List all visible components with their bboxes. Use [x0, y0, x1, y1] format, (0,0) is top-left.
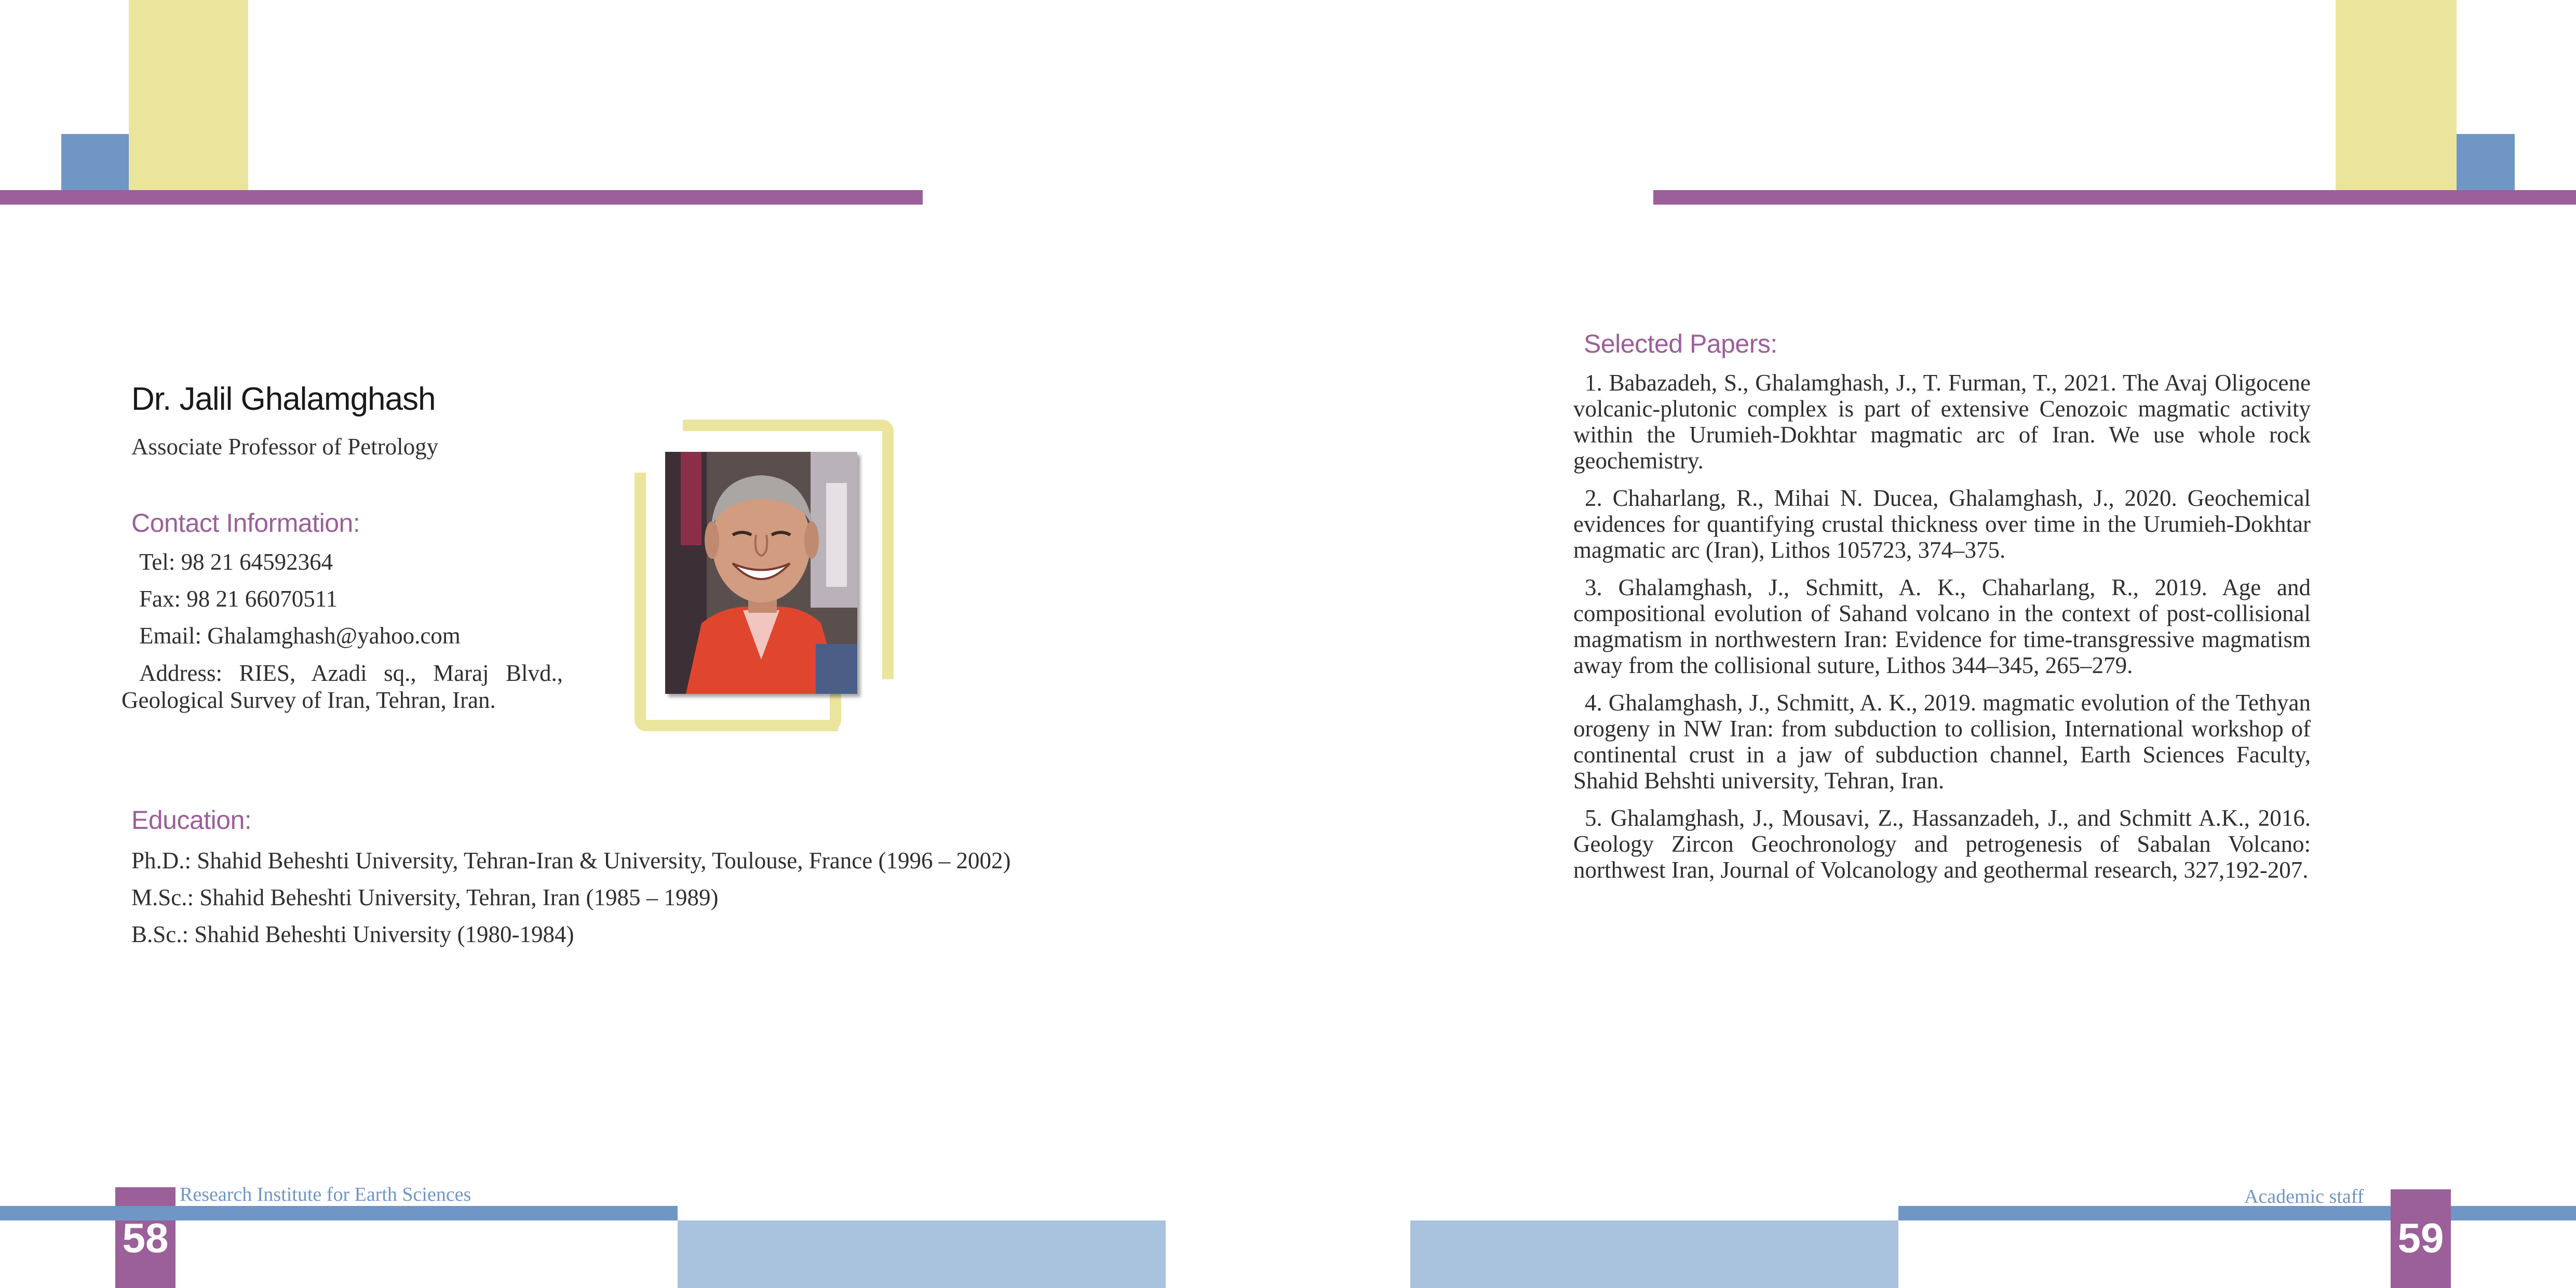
contact-heading: Contact Information: — [131, 508, 360, 538]
contact-address: Address: RIES, Azadi sq., Maraj Blvd., Geological Survey of Iran, Tehran, Iran. — [122, 660, 563, 713]
footer-institute: Research Institute for Earth Sciences — [180, 1184, 471, 1205]
paper-item: 3. Ghalamghash, J., Schmitt, A. K., Chaharlang, R., 2019. Age and compositional evolution of Sahand volcano in the context of post-collisional magmatism in northwestern Iran: Evidence for time-transgressive magmatism away from the collisional suture, Lithos 344–345, 265–279. — [1573, 574, 2311, 678]
top-right-purple-bar — [1653, 190, 2576, 205]
contact-email: Email: Ghalamghash@yahoo.com — [139, 623, 461, 649]
page-number-left: 58 — [122, 1215, 169, 1261]
footer-left-blue-bar — [0, 1206, 678, 1220]
top-right-blue-block — [2457, 134, 2515, 191]
education-bsc: B.Sc.: Shahid Beheshti University (1980-1984) — [131, 921, 574, 947]
portrait-image — [665, 452, 857, 694]
top-left-purple-bar — [0, 190, 923, 205]
top-left-blue-block — [61, 134, 129, 191]
paper-item: 5. Ghalamghash, J., Mousavi, Z., Hassanzadeh, J., and Schmitt A.K., 2016. Geology Zircon Geochronology and petrogenesis of Sabalan Volcano: northwest Iran, Journal of Volcanology and geothermal research, 327,192-207. — [1573, 805, 2311, 883]
footer-section: Academic staff — [2244, 1186, 2364, 1208]
paper-item: 1. Babazadeh, S., Ghalamghash, J., T. Furman, T., 2021. The Avaj Oligocene volcanic-plutonic complex is part of extensive Cenozoic magmatic activity within the Urumieh-Dokhtar magmatic arc of Iran. We use whole rock geochemistry. — [1573, 370, 2311, 474]
contact-fax: Fax: 98 21 66070511 — [139, 586, 338, 612]
papers-heading: Selected Papers: — [1584, 329, 1777, 358]
education-heading: Education: — [131, 806, 252, 835]
footer-right-blue-bar — [1898, 1206, 2576, 1220]
contact-tel: Tel: 98 21 64592364 — [139, 549, 333, 575]
paper-item: 4. Ghalamghash, J., Schmitt, A. K., 2019. magmatic evolution of the Tethyan orogeny in NW Iran: from subduction to collision, International workshop of continental crust in a jaw of subduction channel, Earth Sciences Faculty, Shahid Behshti university, Tehran, Iran. — [1573, 690, 2311, 794]
footer-left-lightblue-block — [678, 1220, 1166, 1288]
education-msc: M.Sc.: Shahid Beheshti University, Tehran, Iran (1985 – 1989) — [131, 884, 719, 910]
portrait-photo — [665, 452, 857, 694]
page-number-right: 59 — [2397, 1215, 2444, 1261]
papers-list — [1573, 370, 2311, 894]
person-role: Associate Professor of Petrology — [131, 434, 439, 460]
top-right-yellow-block — [2336, 0, 2457, 191]
person-name: Dr. Jalil Ghalamghash — [131, 381, 436, 417]
footer-right-lightblue-block — [1410, 1220, 1898, 1288]
education-phd: Ph.D.: Shahid Beheshti University, Tehran-Iran & University, Toulouse, France (1996 – 2002) — [131, 848, 1011, 874]
top-left-yellow-block — [129, 0, 248, 191]
paper-item: 2. Chaharlang, R., Mihai N. Ducea, Ghalamghash, J., 2020. Geochemical evidences for quantifying crustal thickness over time in the Urumieh-Dokhtar magmatic arc (Iran), Lithos 105723, 374–375. — [1573, 485, 2311, 563]
